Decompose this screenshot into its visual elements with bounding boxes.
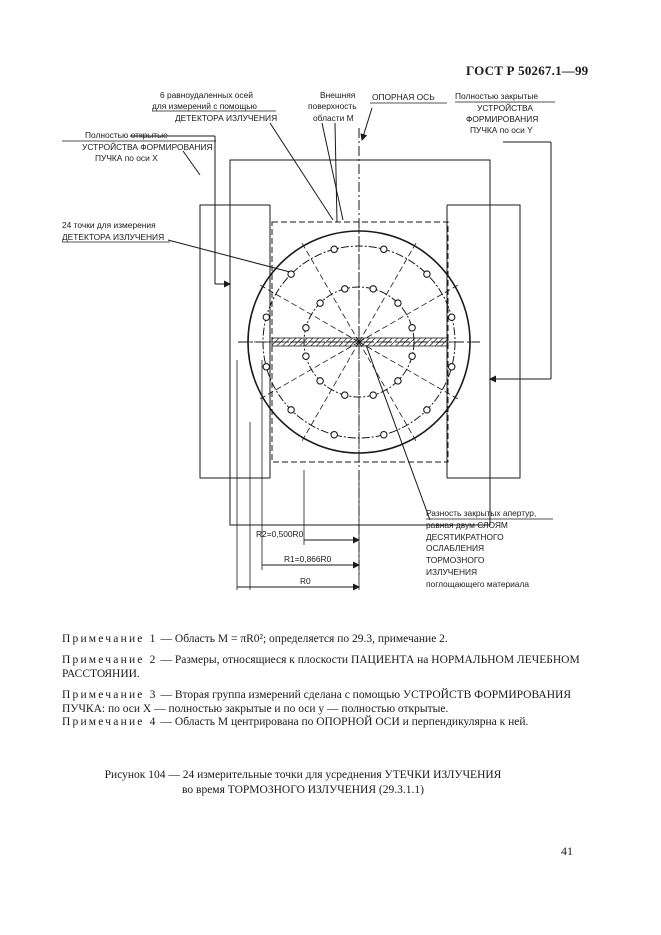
aperture-diff-label-7: поглощающего материала (426, 579, 530, 589)
measurement-point (424, 271, 430, 277)
measurement-point (449, 314, 455, 320)
standard-code: ГОСТ Р 50267.1—99 (466, 63, 589, 78)
measurement-point (331, 246, 337, 252)
aperture-diff-label-5: ТОРМОЗНОГО (426, 555, 485, 565)
aperture-diff-label-4: ОСЛАБЛЕНИЯ (426, 543, 485, 553)
measurement-point (449, 364, 455, 370)
measurement-point (331, 432, 337, 438)
note-2: Примечание 2 — Размеры, относящиеся к плоскости ПАЦИЕНТА на НОРМАЛЬНОМ ЛЕЧЕБНОМ РАССТОЯНИИ. (62, 654, 580, 680)
measurement-point (409, 325, 415, 331)
note-3: Примечание 3 — Вторая группа измерений сделана с помощью УСТРОЙСТВ ФОРМИРОВАНИЯ ПУЧКА: по оси X — полностью закрытые и по оси y — полностью открытые. (62, 689, 572, 715)
note-1: Примечание 1 — Область M = πR0²; определяется по 29.3, примечание 2. (62, 633, 448, 645)
six-axes-label-2: для измерений с помощью (152, 101, 257, 111)
points-24-label-2: ДЕТЕКТОРА ИЗЛУЧЕНИЯ (62, 232, 165, 242)
open-x-label-1: Полностью открытые (85, 130, 168, 140)
measurement-point (303, 325, 309, 331)
measurement-point (288, 271, 294, 277)
r2-label: R2=0,500R0 (256, 529, 304, 539)
measurement-point (317, 378, 323, 384)
measurement-point (395, 300, 401, 306)
measurement-point (342, 392, 348, 398)
measurement-point (263, 314, 269, 320)
page-number: 41 (561, 844, 573, 858)
measurement-point (303, 353, 309, 359)
measurement-point (424, 407, 430, 413)
measurement-point (370, 392, 376, 398)
aperture-diff-label-2: равная двум СЛОЯМ (426, 520, 508, 530)
closed-y-label-2: УСТРОЙСТВА (477, 103, 533, 113)
aperture-diff-label-1: Разность закрытых апертур, (426, 508, 537, 518)
outer-surface-label-2: поверхность (308, 101, 357, 111)
measurement-point (409, 353, 415, 359)
note-4: Примечание 4 — Область M центрирована по ОПОРНОЙ ОСИ и перпендикулярна к ней. (62, 716, 529, 728)
outer-surface-label-3: области M (313, 113, 354, 123)
six-axes-label-3: ДЕТЕКТОРА ИЗЛУЧЕНИЯ (175, 113, 278, 123)
measurement-point (342, 286, 348, 292)
r0-label: R0 (300, 576, 311, 586)
r1-label: R1=0,866R0 (284, 554, 332, 564)
figure-caption-line-2: во время ТОРМОЗНОГО ИЗЛУЧЕНИЯ (29.3.1.1) (182, 784, 424, 796)
measurement-point (381, 432, 387, 438)
open-x-label-3: ПУЧКА по оси X (95, 153, 158, 163)
closed-y-label-1: Полностью закрытые (455, 91, 539, 101)
measurement-point (263, 364, 269, 370)
measurement-point (317, 300, 323, 306)
measurement-point (381, 246, 387, 252)
points-24-label-1: 24 точки для измерения (62, 220, 156, 230)
closed-y-label-4: ПУЧКА по оси Y (470, 125, 533, 135)
figure-caption-line-1: Рисунок 104 — 24 измерительные точки для усреднения УТЕЧКИ ИЗЛУЧЕНИЯ (104, 769, 502, 781)
aperture-diff-label-3: ДЕСЯТИКРАТНОГО (426, 532, 504, 542)
open-x-label-2: УСТРОЙСТВА ФОРМИРОВАНИЯ (82, 142, 213, 152)
outer-surface-label-1: Внешняя (320, 90, 356, 100)
reference-axis-label: ОПОРНАЯ ОСЬ (372, 92, 435, 102)
measurement-point (288, 407, 294, 413)
six-axes-label-1: 6 равноудаленных осей (160, 90, 253, 100)
measurement-point (370, 286, 376, 292)
aperture-diff-label-6: ИЗЛУЧЕНИЯ (426, 567, 478, 577)
figure-caption (60, 768, 546, 798)
measurement-point (395, 378, 401, 384)
closed-y-label-3: ФОРМИРОВАНИЯ (466, 114, 539, 124)
